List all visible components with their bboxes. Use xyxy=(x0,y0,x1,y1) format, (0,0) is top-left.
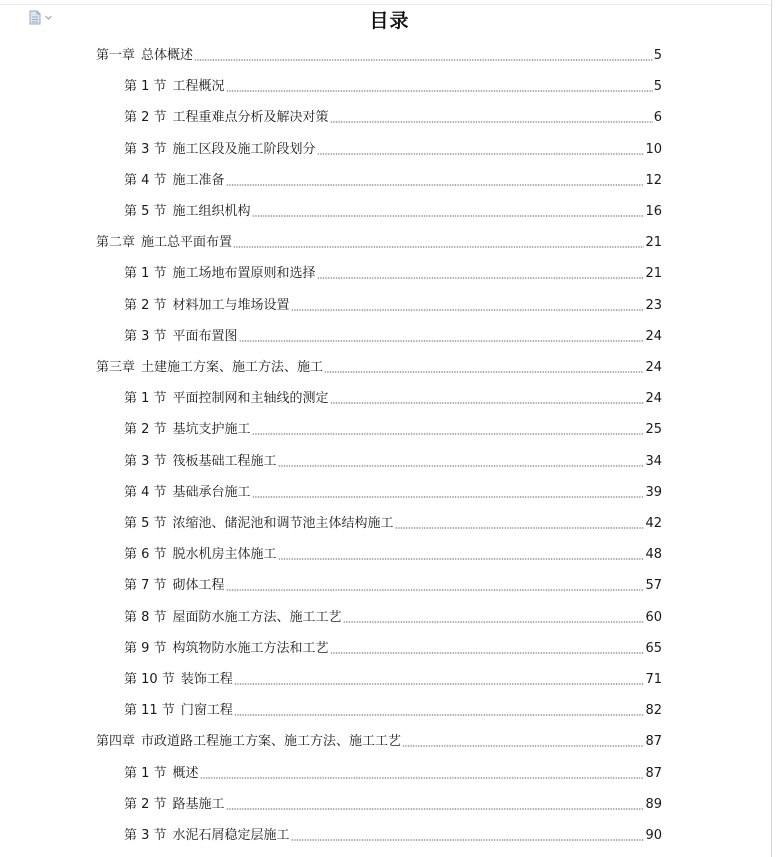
toc-page-number: 23 xyxy=(645,297,662,313)
toc-section-entry[interactable] xyxy=(124,169,662,189)
toc-entry-number: 第 5 节 xyxy=(124,204,167,219)
toc-section-entry[interactable] xyxy=(124,294,662,314)
toc-entry-title: 施工区段及施工阶段划分 xyxy=(172,141,316,157)
toc-section-entry[interactable] xyxy=(124,418,662,438)
toc-entry-title: 水泥石屑稳定层施工 xyxy=(172,828,290,843)
toc-section-entry[interactable] xyxy=(124,481,662,501)
toc-entry-number: 第一章 xyxy=(96,48,136,63)
toc-page-number: 65 xyxy=(645,640,662,656)
toc-section-entry[interactable] xyxy=(124,512,662,532)
toc-page-number: 89 xyxy=(645,796,662,812)
toc-entry-number: 第 3 节 xyxy=(124,453,167,469)
toc-page-number: 48 xyxy=(645,547,662,563)
toc-dot-leader xyxy=(402,745,644,747)
toc-chapter-entry[interactable] xyxy=(96,730,662,750)
toc-dot-leader xyxy=(194,59,653,61)
toc-section-entry[interactable] xyxy=(124,450,662,470)
toc-entry-title: 土建施工方案、施工方法、施工 xyxy=(141,360,324,375)
toc-dot-leader xyxy=(200,777,645,779)
toc-dot-leader xyxy=(330,402,645,404)
toc-entry-number: 第三章 xyxy=(96,360,136,375)
toc-dot-leader xyxy=(226,184,645,186)
page-top-border xyxy=(0,4,771,5)
toc-section-entry[interactable] xyxy=(124,262,662,282)
toc-entry-number: 第 5 节 xyxy=(124,516,167,531)
toc-entry-number: 第 4 节 xyxy=(124,484,167,500)
toc-page-number: 21 xyxy=(645,235,662,251)
toc-page-number: 24 xyxy=(645,391,662,407)
toc-entry-number: 第 4 节 xyxy=(124,172,167,188)
toc-section-entry[interactable] xyxy=(124,793,662,813)
toc-dot-leader xyxy=(252,496,645,498)
toc-page-number: 24 xyxy=(645,328,662,344)
toc-page-number: 5 xyxy=(653,79,662,95)
toc-section-entry[interactable] xyxy=(124,543,662,563)
toc-dot-leader xyxy=(234,683,645,685)
toc-page-number: 82 xyxy=(645,703,662,719)
toc-dot-leader xyxy=(239,340,645,342)
toc-entry-title: 施工总平面布置 xyxy=(141,235,233,251)
toc-dot-leader xyxy=(278,465,645,467)
toc-page-number: 12 xyxy=(645,172,662,188)
toc-entry-title: 砌体工程 xyxy=(172,578,225,594)
toc-entry-title: 概述 xyxy=(172,765,199,781)
toc-entry-title: 施工准备 xyxy=(172,172,225,188)
toc-entry-number: 第 11 节 xyxy=(124,703,175,719)
toc-dot-leader xyxy=(317,153,645,155)
toc-section-entry[interactable] xyxy=(124,606,662,626)
toc-page-number: 25 xyxy=(645,422,662,438)
toc-entry-title: 平面布置图 xyxy=(172,328,238,344)
toc-dot-leader xyxy=(252,215,645,217)
toc-section-entry[interactable] xyxy=(124,668,662,688)
toc-page-number: 16 xyxy=(645,204,662,219)
toc-section-entry[interactable] xyxy=(124,762,662,782)
toc-page-number: 5 xyxy=(653,48,662,63)
toc-entry-number: 第二章 xyxy=(96,235,136,251)
toc-entry-title: 基坑支护施工 xyxy=(172,422,251,438)
toc-dot-leader xyxy=(226,808,645,810)
toc-entry-number: 第 2 节 xyxy=(124,110,167,126)
toc-entry-number: 第 1 节 xyxy=(124,79,167,95)
toc-entry-number: 第 3 节 xyxy=(124,828,167,843)
toc-dot-leader xyxy=(226,589,645,591)
toc-page-number: 87 xyxy=(645,734,662,750)
toc-dot-leader xyxy=(291,309,645,311)
toc-page-number: 90 xyxy=(645,828,662,843)
toc-page-number: 24 xyxy=(645,360,662,375)
toc-entry-title: 浓缩池、储泥池和调节池主体结构施工 xyxy=(172,516,394,531)
toc-dot-leader xyxy=(234,714,645,716)
toc-entry-number: 第 10 节 xyxy=(124,672,175,687)
toc-page-number: 34 xyxy=(645,453,662,469)
toc-section-entry[interactable] xyxy=(124,699,662,719)
toc-entry-title: 施工组织机构 xyxy=(172,204,251,219)
toc-entry-title: 脱水机房主体施工 xyxy=(172,547,277,563)
toc-entry-number: 第 8 节 xyxy=(124,609,167,625)
toc-entry-number: 第四章 xyxy=(96,734,136,750)
toc-entry-title: 屋面防水施工方法、施工工艺 xyxy=(172,609,342,625)
toc-dot-leader xyxy=(330,652,645,654)
toc-entry-number: 第 3 节 xyxy=(124,328,167,344)
toc-dot-leader xyxy=(330,121,653,123)
toc-section-entry[interactable] xyxy=(124,138,662,158)
toc-chapter-entry[interactable] xyxy=(96,44,662,64)
toc-page-number: 57 xyxy=(645,578,662,594)
toc-entry-number: 第 1 节 xyxy=(124,266,167,282)
toc-page-number: 60 xyxy=(645,609,662,625)
toc-dot-leader xyxy=(278,558,645,560)
toc-page-number: 39 xyxy=(645,484,662,500)
toc-page-number: 21 xyxy=(645,266,662,282)
toc-dot-leader xyxy=(324,371,644,373)
toc-entry-number: 第 6 节 xyxy=(124,547,167,563)
toc-entry-title: 筏板基础工程施工 xyxy=(172,453,277,469)
toc-entry-title: 平面控制网和主轴线的测定 xyxy=(172,391,329,407)
toc-entry-number: 第 1 节 xyxy=(124,765,167,781)
toc-section-entry[interactable] xyxy=(124,387,662,407)
toc-dot-leader xyxy=(291,839,645,841)
toc-dot-leader xyxy=(395,527,645,529)
toc-section-entry[interactable] xyxy=(124,574,662,594)
toc-chapter-entry[interactable] xyxy=(96,231,662,251)
page-title: 目录 xyxy=(369,10,410,32)
toc-chapter-entry[interactable] xyxy=(96,356,662,376)
toc-section-entry[interactable] xyxy=(124,200,662,220)
toc-entry-number: 第 2 节 xyxy=(124,422,167,438)
toc-page-number: 42 xyxy=(645,516,662,531)
toc-entry-title: 工程概况 xyxy=(172,79,225,95)
toc-entry-title: 构筑物防水施工方法和工艺 xyxy=(172,640,329,656)
toc-dot-leader xyxy=(226,90,653,92)
toc-entry-number: 第 2 节 xyxy=(124,297,167,313)
toc-entry-title: 基础承台施工 xyxy=(172,484,251,500)
toc-page-number: 6 xyxy=(653,110,662,126)
toc-entry-title: 总体概述 xyxy=(141,48,194,63)
toc-entry-title: 路基施工 xyxy=(172,796,225,812)
toc-section-entry[interactable] xyxy=(124,75,662,95)
toc-entry-number: 第 3 节 xyxy=(124,141,167,157)
toc-section-entry[interactable] xyxy=(124,637,662,657)
toc-page-number: 10 xyxy=(645,141,662,157)
toc-page-number: 71 xyxy=(645,672,662,687)
page-right-border xyxy=(771,0,772,857)
toc-section-entry[interactable] xyxy=(124,824,662,844)
toc-entry-title: 市政道路工程施工方案、施工方法、施工工艺 xyxy=(141,734,402,750)
toc-section-entry[interactable] xyxy=(124,325,662,345)
toc-entry-title: 工程重难点分析及解决对策 xyxy=(172,110,329,126)
toc-entry-title: 施工场地布置原则和选择 xyxy=(172,266,316,282)
toc-dot-leader xyxy=(252,433,645,435)
toc-entry-title: 门窗工程 xyxy=(180,703,233,719)
toc-page-number: 87 xyxy=(645,765,662,781)
toc-entry-number: 第 7 节 xyxy=(124,578,167,594)
toc-entry-title: 装饰工程 xyxy=(180,672,233,687)
toc-entry-title: 材料加工与堆场设置 xyxy=(172,297,290,313)
toc-dot-leader xyxy=(233,246,644,248)
toc-dot-leader xyxy=(343,621,645,623)
toc-entry-number: 第 1 节 xyxy=(124,391,167,407)
toc-entry-number: 第 2 节 xyxy=(124,796,167,812)
toc-entry-number: 第 9 节 xyxy=(124,640,167,656)
toc-section-entry[interactable] xyxy=(124,106,662,126)
toc-dot-leader xyxy=(317,277,645,279)
